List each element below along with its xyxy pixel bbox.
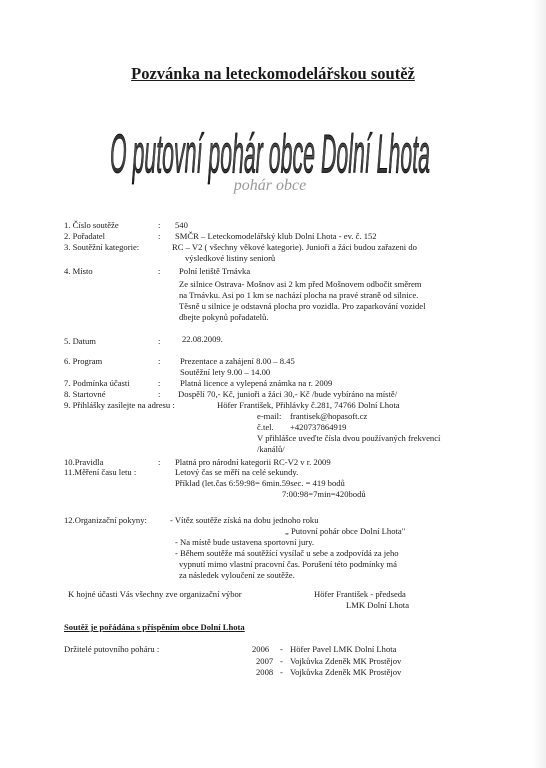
holder-year: 2007 bbox=[256, 656, 274, 666]
item-10-label: 10.Pravidla bbox=[64, 457, 104, 467]
item-3-label: 3. Soutěžní kategorie: bbox=[64, 242, 140, 252]
item-11-line-1: Letový čas se měří na celé sekundy. bbox=[175, 467, 299, 477]
item-1-value: 540 bbox=[175, 220, 188, 230]
item-7-label: 7. Podmínka účasti bbox=[64, 378, 130, 388]
item-5-value: 22.08.2009. bbox=[182, 334, 223, 344]
colon: : bbox=[158, 389, 161, 399]
holders-label: Držitelé putovního poháru : bbox=[64, 644, 160, 654]
item-2-label: 2. Pořadatel bbox=[64, 231, 106, 241]
item-10-value: Platná pro národní kategorii RC-V2 v r. 2009 bbox=[175, 457, 331, 467]
holder-dash: - bbox=[280, 656, 283, 666]
closing-signature-name: Höfer František - předseda bbox=[314, 589, 406, 599]
item-4-line-5: dbejte pokynů pořadatelů. bbox=[179, 312, 269, 322]
holder-name: Vojkůvka Zdeněk MK Prostějov bbox=[290, 656, 402, 666]
item-9-label: 9. Přihlášky zasílejte na adresu : bbox=[64, 400, 175, 410]
item-11-label: 11.Měření času letu : bbox=[64, 467, 137, 477]
item-4-label: 4. Místo bbox=[64, 266, 93, 276]
closing-invitation: K hojné účasti Vás všechny zve organizační výbor bbox=[68, 589, 242, 599]
document-title: Pozvánka na leteckomodelářskou soutěž bbox=[131, 64, 415, 83]
closing-signature-club: LMK Dolní Lhota bbox=[346, 600, 410, 610]
colon: : bbox=[158, 231, 161, 241]
colon: : bbox=[158, 336, 161, 346]
item-4-line-2: Ze silnice Ostrava- Mošnov asi 2 km před Mošnovem odbočit směrem bbox=[179, 279, 422, 289]
item-9-email: frantisek@hopasoft.cz bbox=[290, 411, 368, 421]
cup-logo-wordart bbox=[100, 110, 440, 200]
item-2-value: SMČR – Leteckomodelářský klub Dolní Lhota - ev. č. 152 bbox=[175, 231, 377, 241]
item-9-line-4: V přihlášce uveďte čísla dvou používaných frekvencí bbox=[257, 433, 441, 443]
colon: : bbox=[158, 457, 161, 467]
item-9-line-5: /kanálů/ bbox=[257, 444, 285, 454]
item-12-line-1: - Vítěz soutěže získá na dobu jednoho roku bbox=[170, 515, 319, 525]
item-6-line-2: Soutěžní lety 9.00 – 14.00 bbox=[180, 367, 271, 377]
item-9-line-1: Höfer František, Přihlávky č.281, 74766 Dolní Lhota bbox=[217, 400, 400, 410]
scan-edge-shadow bbox=[532, 0, 546, 768]
holder-year: 2008 bbox=[256, 667, 274, 677]
item-12-line-2: „ Putovní pohár obce Dolní Lhota" bbox=[285, 526, 406, 536]
sponsor-note: Soutěž je pořádána s příspěním obce Dolní Lhota bbox=[64, 622, 245, 632]
item-12-line-6: za následek vyloučení ze soutěže. bbox=[179, 570, 295, 580]
item-4-line-1: Polní letiště Trnávka bbox=[179, 266, 251, 276]
colon: : bbox=[158, 356, 161, 366]
item-5-label: 5. Datum bbox=[64, 336, 96, 346]
item-11-line-2: Příklad (let.čas 6:59:98= 6min.59sec. = 419 bodů bbox=[175, 478, 345, 488]
item-11-line-3: 7:00:98=7min=420bodů bbox=[282, 489, 366, 499]
holder-dash: - bbox=[280, 667, 283, 677]
item-8-value: Dospělí 70,- Kč, junioři a žáci 30,- Kč /bude vybíráno na místě/ bbox=[178, 389, 398, 399]
item-9-tel: +420737864919 bbox=[290, 422, 347, 432]
item-4-line-4: Těsně u silnice je odstavná plocha pro vozidla. Pro zaparkování vozidel bbox=[179, 301, 426, 311]
wordart-shadow-text: pohár obce bbox=[233, 177, 307, 194]
holder-dash: - bbox=[280, 644, 283, 654]
item-4-line-3: na Trnávku. Asi po 1 km se nachází plocha na pravé straně od silnice. bbox=[179, 290, 419, 300]
item-12-label: 12.Organizační pokyny: bbox=[64, 515, 147, 525]
item-8-label: 8. Startovné bbox=[64, 389, 106, 399]
item-7-value: Platná licence a vylepená známka na r. 2009 bbox=[180, 378, 333, 388]
item-12-line-4: - Během soutěže má soutěžící vysílač u sebe a zodpovídá za jeho bbox=[175, 548, 399, 558]
item-6-label: 6. Program bbox=[64, 356, 103, 366]
item-9-tel-label: č.tel. bbox=[257, 422, 274, 432]
holder-year: 2006 bbox=[252, 644, 270, 654]
wordart-main-text: O putovní pohár obce Dolní Lhota bbox=[110, 122, 431, 185]
item-12-line-5: vypnutí mimo vlastní pracovní čas. Porušení této podmínky má bbox=[179, 559, 397, 569]
item-1-label: 1. Číslo soutěže bbox=[64, 220, 119, 230]
item-3-line-1: RC – V2 ( všechny věkové kategorie). Junioři a žáci budou zařazeni do bbox=[172, 242, 417, 252]
item-9-email-label: e-mail: bbox=[257, 411, 282, 421]
colon: : bbox=[158, 266, 161, 276]
colon: : bbox=[158, 378, 161, 388]
item-3-line-2: výsledkové listiny seniorů bbox=[185, 253, 276, 263]
item-6-line-1: Prezentace a zahájení 8.00 – 8.45 bbox=[180, 356, 295, 366]
holder-name: Vojkůvka Zdeněk MK Prostějov bbox=[290, 667, 402, 677]
colon: : bbox=[158, 220, 161, 230]
holder-name: Höfer Pavel LMK Dolní Lhota bbox=[290, 644, 397, 654]
item-12-line-3: - Na místě bude ustavena sportovní jury. bbox=[175, 537, 315, 547]
